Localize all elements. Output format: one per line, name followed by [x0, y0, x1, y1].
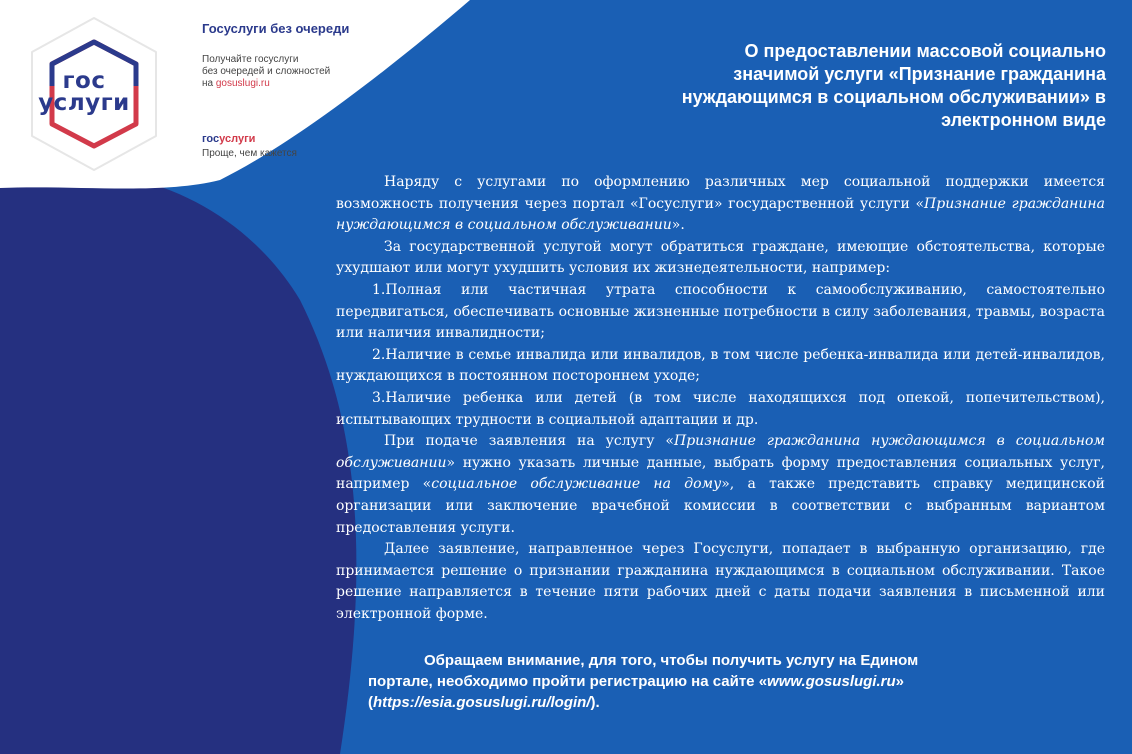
- title-line-2: значимой услуги «Признание гражданина: [733, 64, 1106, 84]
- promo-sub-line2: без очередей и сложностей: [202, 66, 331, 77]
- paragraph-intro: [336, 172, 1105, 237]
- promo-brand-gos: гос: [202, 133, 220, 145]
- application-text-a: При подаче заявления на услугу «: [384, 433, 674, 450]
- paragraph-eligibility: За государственной услугой могут обратиться граждане, имеющие обстоятельства, которые ухудшают или могут ухудшить условия их жизнедеятельности, например:: [336, 238, 1105, 277]
- notice-line-3-close: ).: [590, 694, 600, 711]
- list-item-2: 2.Наличие в семье инвалида или инвалидов, в том числе ребенка-инвалида или детей-инвалидов, нуждающихся в постоянном постороннем уходе;: [336, 346, 1105, 385]
- paragraph-decision: Далее заявление, направленное через Госуслуги, попадает в выбранную организацию, где принимается решение о признании гражданина нуждающимся в социальном обслуживании. Такое решение направляется в течение пяти рабочих дней с даты подачи заявления в письменной или электронной форме.: [336, 541, 1105, 622]
- list-item-1: 1.Полная или частичная утрата способности к самообслуживанию, самостоятельно передвигаться, обеспечивать основные жизненные потребности в силу заболевания, травмы, возраста или наличия инвалидности;: [336, 281, 1105, 342]
- promo-brand-uslugi: услуги: [219, 133, 256, 145]
- intro-end: ».: [671, 217, 685, 234]
- intro-text: Наряду с услугами по оформлению различных мер социальной поддержки имеется возможность получения через портал «Госуслуги» государственной услуги «: [336, 174, 1105, 212]
- notice-line-2: [368, 671, 1074, 692]
- promo-sub-line1: Получайте госуслуги: [202, 54, 299, 65]
- logo-line-gos: гос: [62, 68, 106, 94]
- promo-subtitle: [202, 54, 402, 90]
- article-body: [336, 172, 1105, 625]
- promo-url-link[interactable]: gosuslugi.ru: [215, 78, 270, 89]
- registration-notice: [368, 650, 1074, 713]
- notice-line-3-open: (: [368, 694, 373, 711]
- promo-brand: [202, 133, 255, 145]
- application-service-name: Признание гражданина нуждающимся в социальном обслуживании: [336, 433, 1105, 471]
- promo-slogan: Проще, чем кажется: [202, 148, 297, 159]
- notice-line-2-text: портале, необходимо пройти регистрацию на сайте «: [368, 673, 768, 690]
- esia-login-link[interactable]: https://esia.gosuslugi.ru/login/: [373, 694, 591, 711]
- title-line-4: электронном виде: [941, 110, 1106, 130]
- paragraph-application: [336, 431, 1105, 539]
- promo-title: Госуслуги без очереди: [202, 21, 350, 36]
- list-item-3: 3.Наличие ребенка или детей (в том числе находящихся под опекой, попечительством), испытывающих трудности в социальной адаптации и др.: [336, 389, 1105, 428]
- notice-line-3: [368, 692, 1074, 713]
- intro-service-name: Признание гражданина нуждающимся в социальном обслуживании: [336, 195, 1105, 234]
- notice-line-2-end: »: [895, 673, 904, 690]
- notice-line-1: Обращаем внимание, для того, чтобы получить услугу на Едином: [424, 652, 919, 669]
- page-title: [540, 40, 1106, 132]
- promo-sub-prefix: на: [202, 78, 216, 89]
- title-line-3: нуждающимся в социальном обслуживании» в: [681, 87, 1106, 107]
- application-example: социальное обслуживание на дому: [431, 476, 722, 493]
- application-text-c: », а также представить справку медицинской организации или заключение врачебной комиссии в соответствии с выбранным вариантом предоставления услуги.: [336, 476, 1105, 536]
- application-text-b: » нужно указать личные данные, выбрать форму предоставления социальных услуг, например «: [336, 454, 1105, 493]
- logo-line-uslugi: услуги: [38, 90, 130, 116]
- gosuslugi-site-link[interactable]: www.gosuslugi.ru: [767, 673, 896, 690]
- title-line-1: О предоставлении массовой социально: [744, 41, 1106, 61]
- logo-text: [24, 70, 144, 114]
- promo-sub-line3: [202, 78, 402, 90]
